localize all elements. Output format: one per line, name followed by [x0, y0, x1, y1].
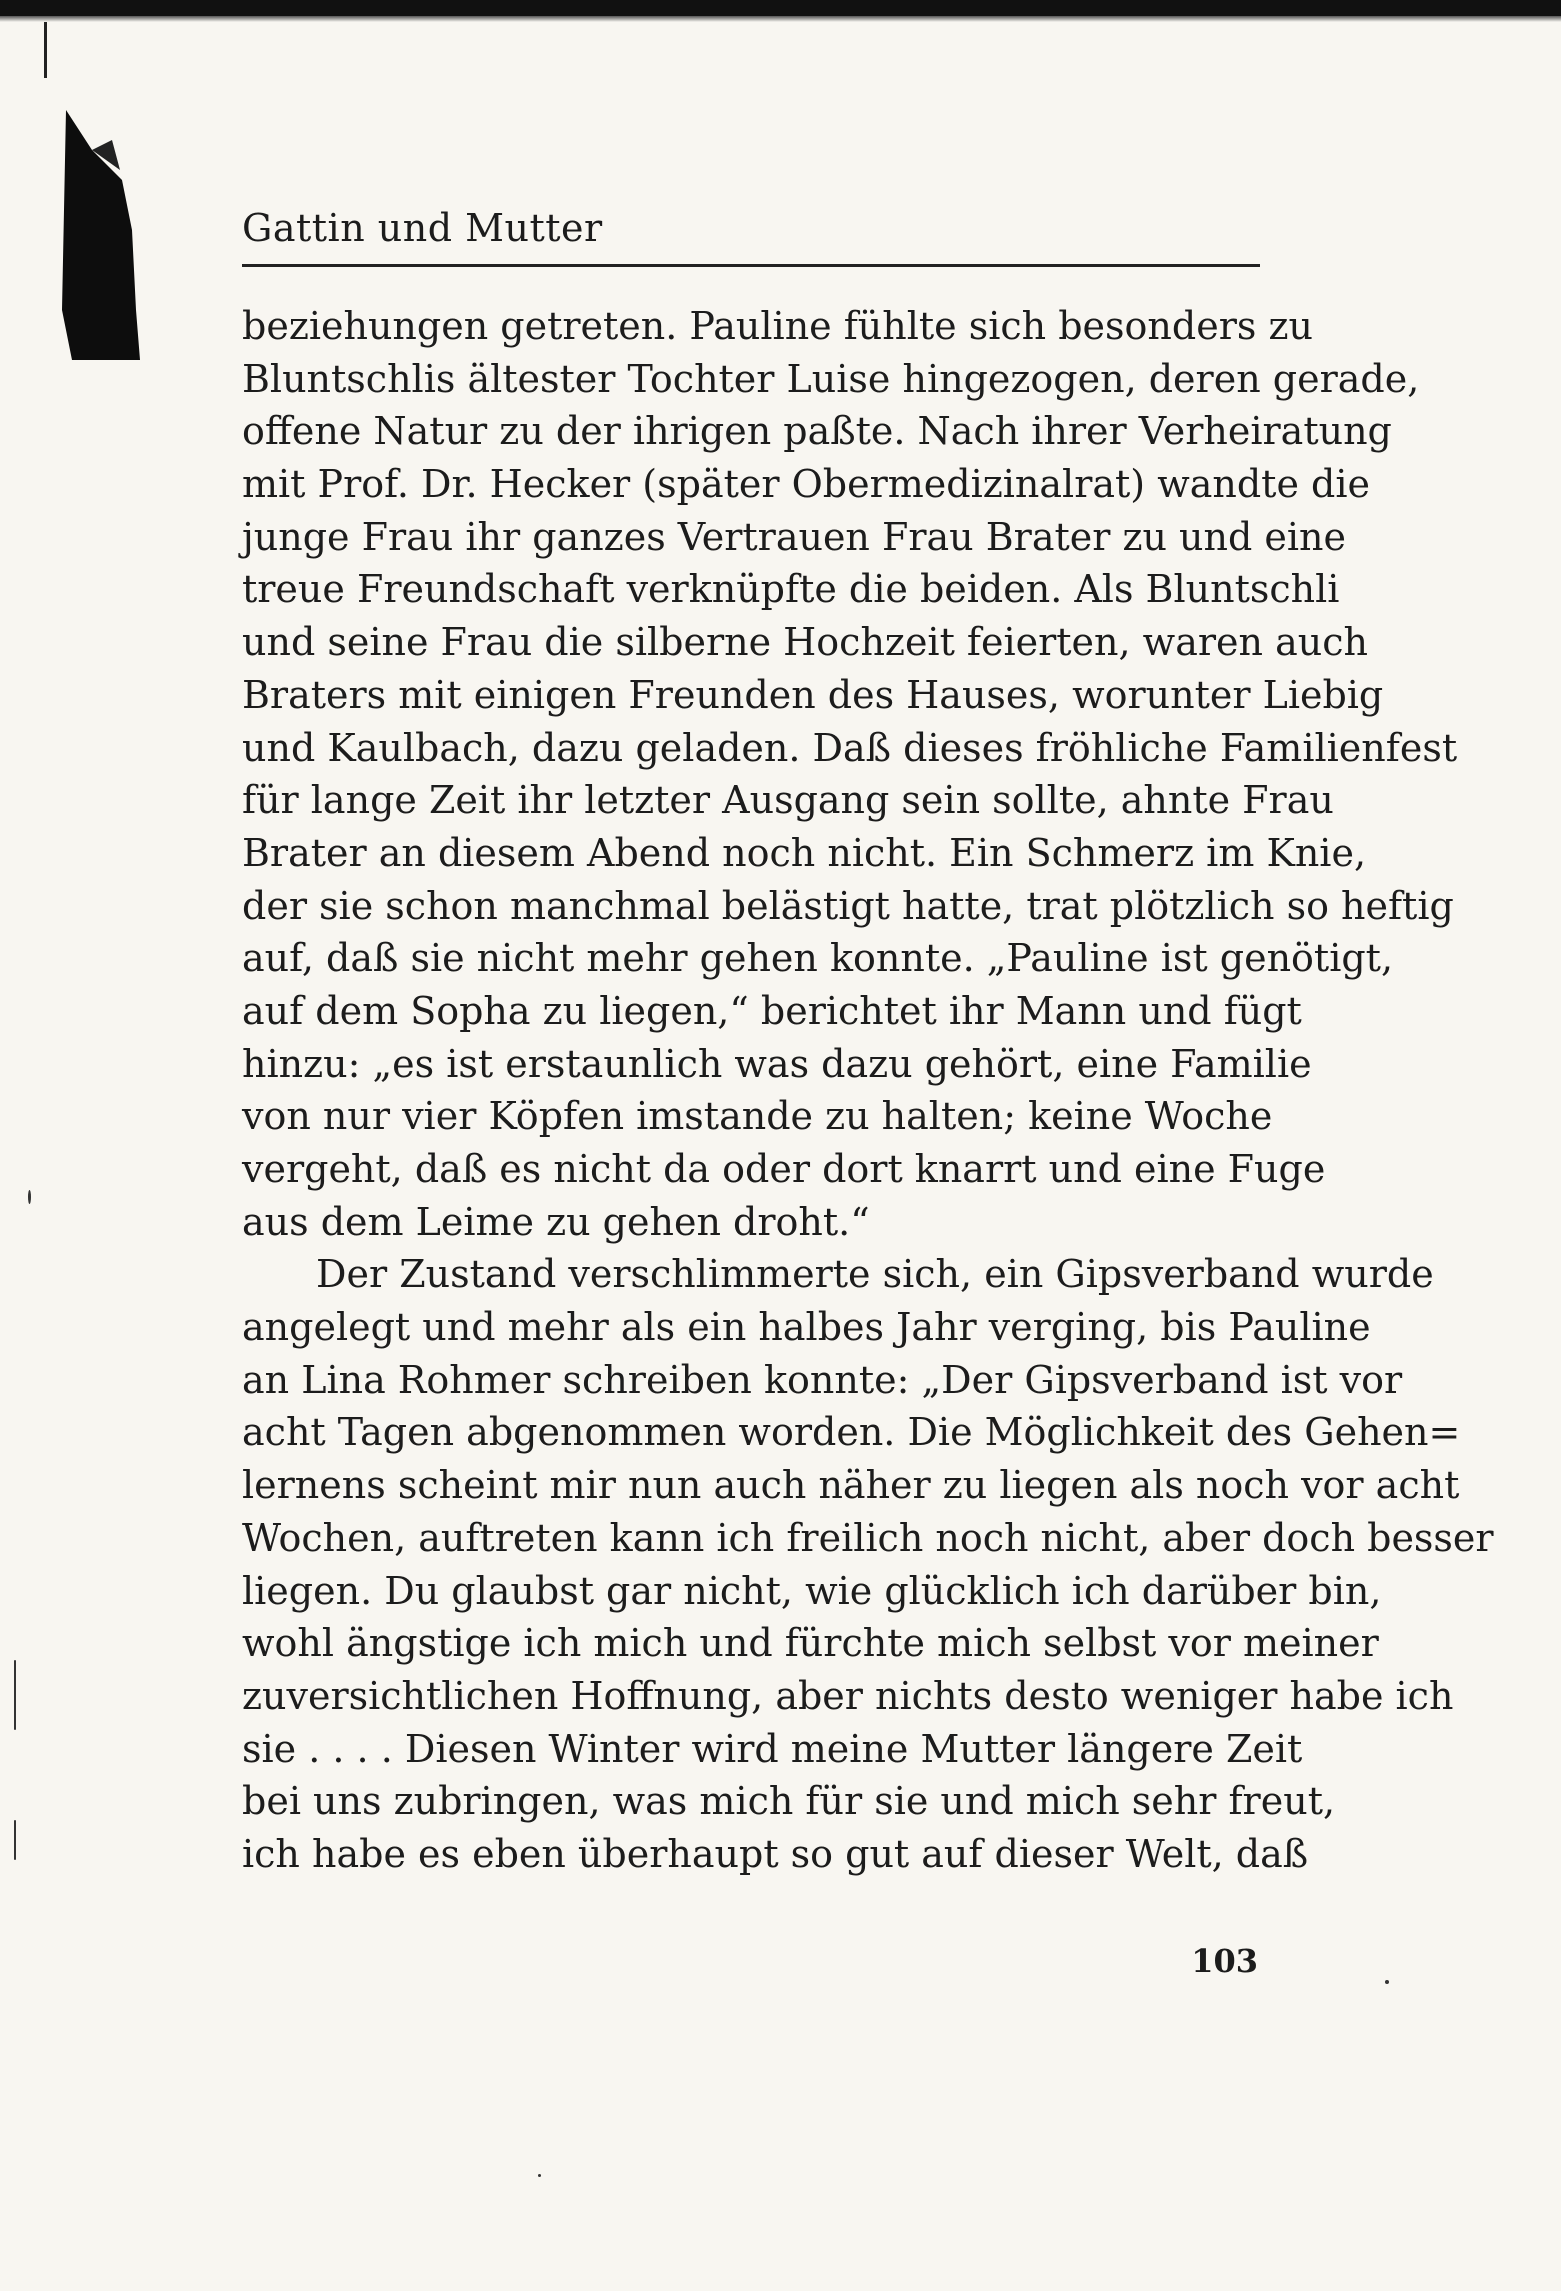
scan-speck [1385, 1980, 1389, 1984]
text-line: Brater an diesem Abend noch nicht. Ein Schmerz im Knie, [242, 830, 1367, 875]
text-line: zuversichtlichen Hoffnung, aber nichts desto weniger habe ich [242, 1673, 1454, 1718]
text-line: Braters mit einigen Freunden des Hauses, worunter Liebig [242, 672, 1384, 717]
text-line: treue Freundschaft verknüpfte die beiden. Als Bluntschli [242, 567, 1340, 612]
text-line: sie . . . . Diesen Winter wird meine Mutter längere Zeit [242, 1726, 1303, 1771]
text-line: ich habe es eben überhaupt so gut auf dieser Welt, daß [242, 1831, 1309, 1876]
scan-speck [14, 1660, 16, 1730]
text-line: Bluntschlis ältester Tochter Luise hingezogen, deren gerade, [242, 356, 1420, 401]
text-line: und seine Frau die silberne Hochzeit feierten, waren auch [242, 620, 1368, 665]
text-line: liegen. Du glaubst gar nicht, wie glücklich ich darüber bin, [242, 1568, 1382, 1613]
text-line: wohl ängstige ich mich und fürchte mich selbst vor meiner [242, 1621, 1379, 1666]
scan-speck [28, 1190, 31, 1204]
running-head: Gattin und Mutter [242, 206, 603, 250]
text-line: Wochen, auftreten kann ich freilich noch nicht, aber doch besser [242, 1515, 1494, 1560]
scan-speck [538, 2174, 541, 2177]
text-line: beziehungen getreten. Pauline fühlte sich besonders zu [242, 304, 1313, 348]
text-line: junge Frau ihr ganzes Vertrauen Frau Brater zu und eine [242, 514, 1347, 559]
header-rule [242, 264, 1260, 267]
text-line: lernens scheint mir nun auch näher zu liegen als noch vor acht [242, 1463, 1460, 1508]
text-line: vergeht, daß es nicht da oder dort knarrt und eine Fuge [242, 1147, 1326, 1191]
text-line-paragraph-start: Der Zustand verschlimmerte sich, ein Gipsverband wurde [316, 1252, 1434, 1297]
scan-edge-mark [44, 22, 47, 78]
text-line: offene Natur zu der ihrigen paßte. Nach ihrer Verheiratung [242, 409, 1392, 454]
text-line: auf, daß sie nicht mehr gehen konnte. „Pauline ist genötigt, [242, 936, 1394, 981]
text-line: der sie schon manchmal belästigt hatte, trat plötzlich so heftig [242, 883, 1454, 928]
text-line: hinzu: „es ist erstaunlich was dazu gehört, eine Familie [242, 1041, 1312, 1086]
page-number: 103 [1191, 1942, 1258, 1980]
text-line: angelegt und mehr als ein halbes Jahr verging, bis Pauline [242, 1305, 1371, 1350]
text-line-paragraph-end: aus dem Leime zu gehen droht.“ [242, 1199, 870, 1244]
text-line: an Lina Rohmer schreiben konnte: „Der Gipsverband ist vor [242, 1357, 1403, 1402]
text-line: für lange Zeit ihr letzter Ausgang sein sollte, ahnte Frau [242, 778, 1334, 823]
text-line: und Kaulbach, dazu geladen. Daß dieses fröhliche Familienfest [242, 725, 1458, 770]
text-line: auf dem Sopha zu liegen,“ berichtet ihr Mann und fügt [242, 988, 1302, 1033]
scan-top-border-shadow [0, 16, 1561, 22]
scan-speck [14, 1820, 16, 1860]
text-line: von nur vier Köpfen imstande zu halten; keine Woche [242, 1094, 1273, 1139]
body-text [242, 300, 1494, 1881]
text-line: acht Tagen abgenommen worden. Die Möglichkeit des Gehen= [242, 1410, 1461, 1455]
page-header [242, 198, 1260, 256]
text-line: mit Prof. Dr. Hecker (später Obermedizinalrat) wandte die [242, 462, 1370, 507]
text-line: bei uns zubringen, was mich für sie und mich sehr freut, [242, 1779, 1336, 1824]
scan-top-border [0, 0, 1561, 16]
binding-shadow [62, 110, 140, 360]
